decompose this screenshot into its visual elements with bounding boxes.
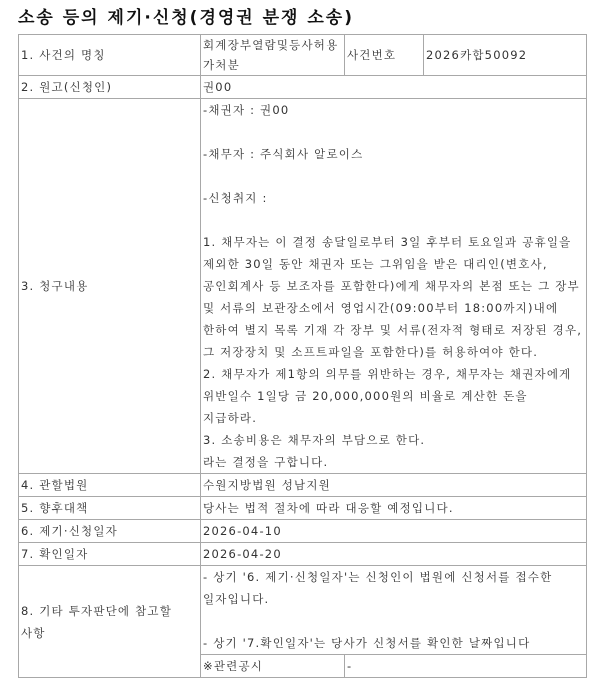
case-number-value: 2026카합50092 (424, 35, 587, 76)
page-title: 소송 등의 제기·신청(경영권 분쟁 소송) (18, 8, 355, 28)
confirm-date-value: 2026-04-20 (201, 543, 587, 566)
spacer (203, 165, 584, 187)
case-number-label: 사건번호 (345, 35, 424, 76)
claim-label: 3. 청구내용 (19, 99, 201, 474)
spacer (203, 610, 584, 632)
claim-creditor: -채권자 : 권00 (203, 103, 290, 117)
plaintiff-label: 2. 원고(신청인) (19, 76, 201, 99)
row-other (19, 566, 587, 655)
court-label: 4. 관할법원 (19, 474, 201, 497)
related-disclosure-value: - (345, 655, 587, 678)
claim-closing: 라는 결정을 구합니다. (203, 455, 329, 469)
row-case-name (19, 35, 587, 76)
claim-debtor: -채무자 : 주식회사 알로이스 (203, 147, 364, 161)
related-disclosure-label: ※관련공시 (201, 655, 345, 678)
row-response (19, 497, 587, 520)
other-note-1: - 상기 '6. 제기·신청일자'는 신청인이 법원에 신청서를 접수한 일자입니다. (203, 570, 553, 606)
other-label: 8. 기타 투자판단에 참고할 사항 (19, 566, 201, 678)
court-value: 수원지방법원 성남지원 (201, 474, 587, 497)
row-filing-date (19, 520, 587, 543)
response-label: 5. 향후대책 (19, 497, 201, 520)
claim-purpose-heading: -신청취지 : (203, 191, 268, 205)
confirm-date-label: 7. 확인일자 (19, 543, 201, 566)
disclosure-table (18, 34, 587, 678)
other-notes (201, 566, 587, 655)
claim-content (201, 99, 587, 474)
plaintiff-value: 권00 (201, 76, 587, 99)
claim-item-2: 2. 채무자가 제1항의 의무를 위반하는 경우, 채무자는 채권자에게 위반일수 1일당 금 20,000,000원의 비율로 계산한 돈을 지급하라. (203, 367, 572, 425)
claim-item-3: 3. 소송비용은 채무자의 부담으로 한다. (203, 433, 426, 447)
other-note-2: - 상기 '7.확인일자'는 당사가 신청서를 확인한 날짜입니다 (203, 636, 531, 650)
filing-date-label: 6. 제기·신청일자 (19, 520, 201, 543)
row-claim (19, 99, 587, 474)
spacer (203, 209, 584, 231)
case-name-label: 1. 사건의 명칭 (19, 35, 201, 76)
row-court (19, 474, 587, 497)
row-confirm-date (19, 543, 587, 566)
claim-item-1: 1. 채무자는 이 결정 송달일로부터 3일 후부터 토요일과 공휴일을 제외한 30일 동안 채권자 또는 그위임을 받은 대리인(변호사, 공인회계사 등 보조자를 포함한다)에게 채무자의 본점 또는 그 장부 및 서류의 보관장소에서 영업시간(09:00부터 18:00까지)내에 한하여 별지 목록 기재 각 장부 및 서류(전자적 형태로 저장된 경우, 그 저장장치 및 소프트파일을 포함한다)를 허용하여야 한다. (203, 235, 583, 359)
case-name-value: 회계장부열람및등사허용가처분 (201, 35, 345, 76)
row-plaintiff (19, 76, 587, 99)
spacer (203, 121, 584, 143)
response-value: 당사는 법적 절차에 따라 대응할 예정입니다. (201, 497, 587, 520)
filing-date-value: 2026-04-10 (201, 520, 587, 543)
